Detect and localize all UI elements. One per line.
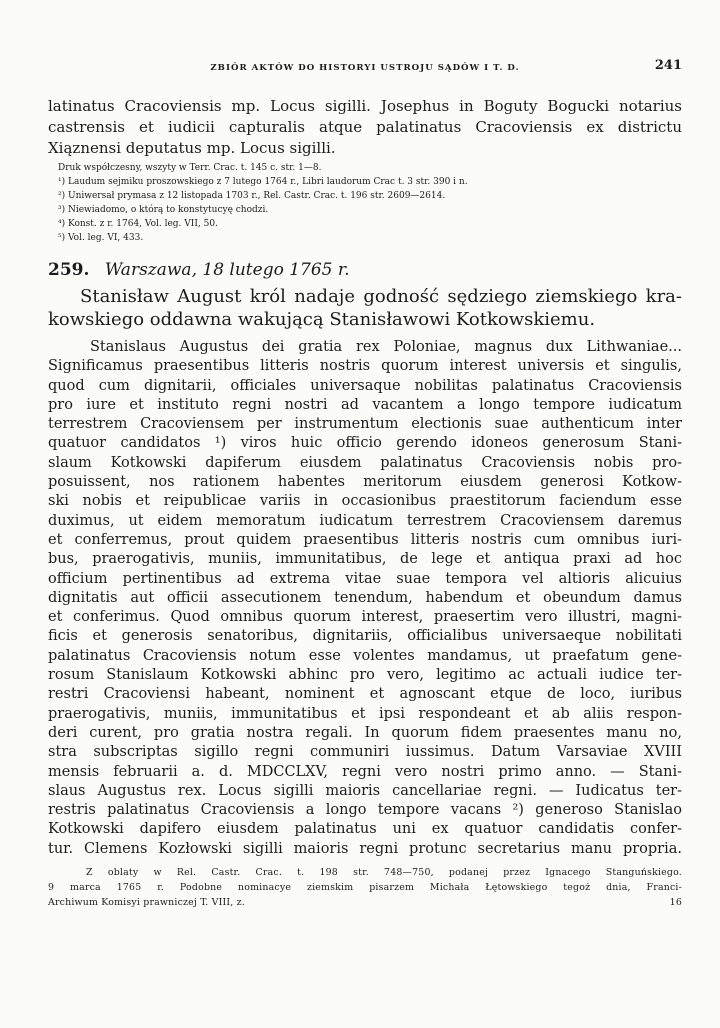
body-line: Stanislaus Augustus dei gratia rex Poloniae, magnus dux Lithwaniae...: [90, 339, 682, 355]
text-line: Xiąznensi deputatus mp. Locus sigilli.: [48, 139, 336, 157]
footnote: ⁴) Konst. z r. 1764, Vol. leg. VII, 50.: [58, 219, 218, 229]
body-line: stra subscriptas sigillo regni communiri iussimus. Datum Varsaviae XVIII: [48, 744, 682, 761]
body-line: restris palatinatus Cracoviensis a longo tempore vacans ²) generoso Stanislao: [48, 802, 682, 819]
body-line: bus, praerogativis, muniis, immunitatibus, de lege et antiqua praxi ad hoc: [48, 551, 682, 568]
footnote: ³) Niewiadomo, o którą to konstytucyę chodzi.: [58, 205, 269, 215]
body-line: dignitatis aut officii assecutionem tenendum, habendum et obeundum damus: [48, 589, 682, 606]
body-line: slaum Kotkowski dapiferum eiusdem palatinatus Cracoviensis nobis pro-: [48, 454, 682, 471]
signature-row: [48, 895, 682, 910]
title-line: Stanisław August król nadaje godność sędziego ziemskiego kra-: [80, 286, 682, 307]
body-line: quod cum dignitarii, officiales universaque nobilitas palatinatus Cracoviensis: [48, 377, 682, 394]
text-line: latinatus Cracoviensis mp. Locus sigilli. Josephus in Boguty Bogucki notarius: [48, 97, 682, 115]
title-line: kowskiego oddawna wakującą Stanisławowi Kotkowskiemu.: [48, 309, 596, 330]
signature-line: Archiwum Komisyi prawniczej T. VIII, z.: [48, 897, 245, 909]
running-head: [48, 54, 682, 76]
page: [48, 54, 682, 910]
document-body: [48, 338, 682, 859]
body-line: slaus Augustus rex. Locus sigilli maioris cancellariae regni. — Iudicatus ter-: [48, 782, 682, 799]
footnote: ¹) Laudum sejmiku proszowskiego z 7 lutego 1764 r., Libri laudorum Crac t. 3 str. 390 i n.: [58, 177, 468, 187]
body-line: duximus, ut eidem memoratum iudicatum terrestrem Cracoviensem daremus: [48, 512, 682, 529]
body-line: rosum Stanislaum Kotkowski abhinc pro vero, legitimo ac actuali iudice ter-: [48, 667, 682, 684]
preceding-text: [48, 96, 682, 159]
body-line: Kotkowski dapifero eiusdem palatinatus uni ex quatuor candidatis confer-: [48, 821, 682, 838]
document-title: [48, 285, 682, 331]
page-number: 241: [654, 58, 682, 73]
body-line: ski nobis et reipublicae variis in occasionibus praestitorum faciendum esse: [48, 493, 682, 510]
body-line: et conferimus. Quod omnibus quorum interest, praesertim vero illustri, magni-: [48, 609, 682, 626]
body-line: palatinatus Cracoviensis notum esse volentes mandamus, ut praefatum gene-: [48, 647, 682, 664]
body-line: restri Cracoviensi habeant, nominent et agnoscant etque de loco, iuribus: [48, 686, 682, 703]
signature-number: 16: [669, 897, 682, 909]
body-line: Significamus praesentibus litteris nostris quorum interest universis et singulis,: [48, 358, 682, 375]
preceding-footnotes: [48, 161, 682, 245]
body-line: pro iure et instituto regni nostri ad vacantem a longo tempore iudicatum: [48, 396, 682, 413]
source-note: Druk współczesny, wszyty w Terr. Crac. t. 145 c. str. 1—8.: [58, 163, 322, 173]
body-line: officium pertinentibus ad extrema vitae suae tempora vel altioris alicuius: [48, 570, 682, 587]
document-number: 259.: [48, 260, 90, 280]
source-note-block: [48, 865, 682, 910]
text-line: castrensis et iudicii capturalis atque palatinatus Cracoviensis ex districtu: [48, 118, 682, 136]
note-line: 9 marca 1765 r. Podobne nominacye ziemskim pisarzem Michała Łętowskiego tegoż dnia, Franci-: [48, 882, 682, 894]
body-line: tur. Clemens Kozłowski sigilli maioris regni protunc secretarius manu propria.: [48, 840, 682, 857]
footnote: ⁵) Vol. leg. VI, 433.: [58, 233, 144, 243]
body-line: quatuor candidatos ¹) viros huic officio gerendo idoneos generosum Stani-: [48, 435, 682, 452]
document-place-date: Warszawa, 18 lutego 1765 r.: [104, 260, 350, 280]
body-line: et conferremus, prout quidem praesentibus litteris nostris cum omnibus iuri-: [48, 531, 682, 548]
footnote: ²) Uniwersał prymasa z 12 listopada 1703 r., Rel. Castr. Crac. t. 196 str. 2609—2614.: [58, 191, 446, 201]
body-line: terrestrem Cracoviensem per instrumentum electionis suae authenticum inter: [48, 416, 682, 433]
running-head-title: ZBIÓR AKTÓW DO HISTORYI USTROJU SĄDÓW I T. D.: [210, 63, 520, 73]
body-line: praerogativis, muniis, immunitatibus et ipsi respondeant et ab aliis respon-: [48, 705, 682, 722]
document-heading: [48, 259, 682, 281]
body-line: posuissent, nos rationem habentes meritorum eiusdem generosi Kotkow-: [48, 474, 682, 491]
note-line: Z oblaty w Rel. Castr. Crac. t. 198 str. 748—750, podanej przez Ignacego Stanguńskiego.: [86, 867, 682, 879]
body-line: ficis et generosis senatoribus, dignitariis, officialibus universaeque nobilitati: [48, 628, 682, 645]
body-line: mensis februarii a. d. MDCCLXV, regni vero nostri primo anno. — Stani-: [48, 763, 682, 780]
body-line: deri curent, pro gratia nostra regali. In quorum fidem praesentes manu no,: [48, 724, 682, 741]
